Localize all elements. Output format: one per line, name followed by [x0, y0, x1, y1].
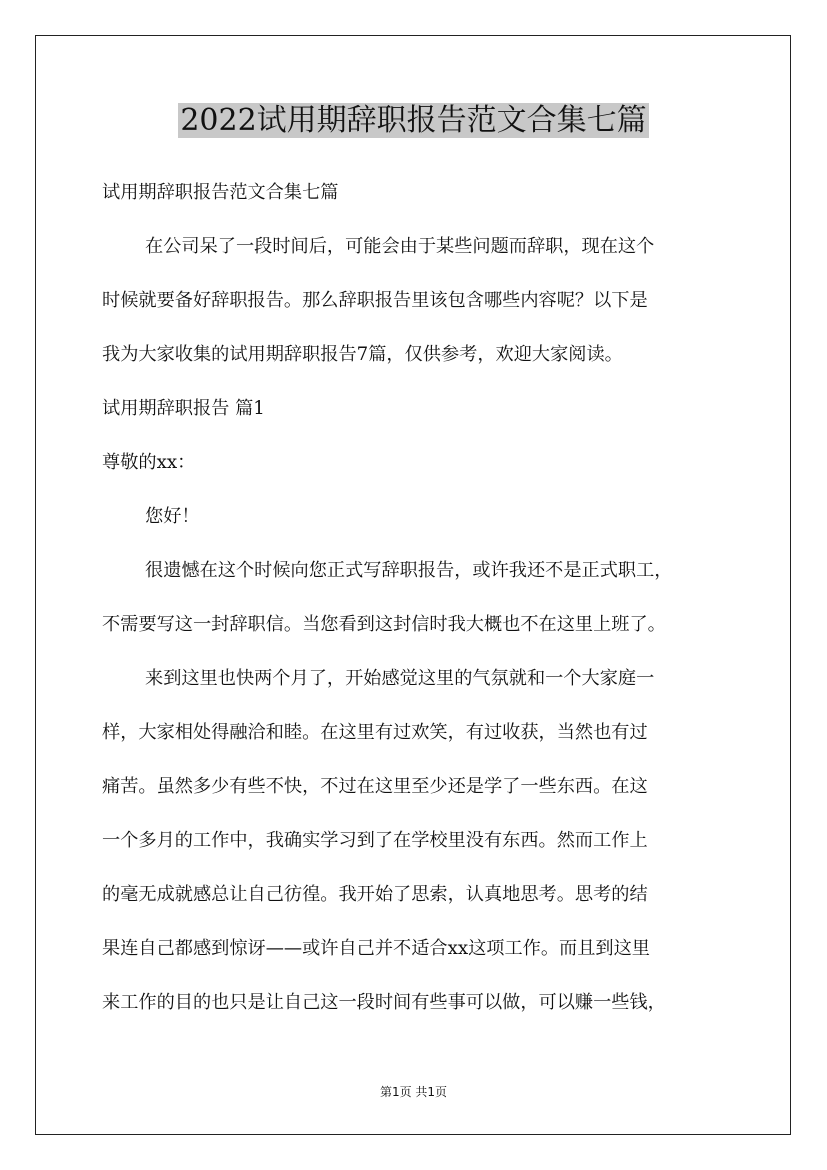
- body-line: 很遗憾在这个时候向您正式写辞职报告，或许我还不是正式职工，: [145, 560, 673, 581]
- page-footer: 第1页 共1页: [379, 1085, 448, 1099]
- body-line: 样，大家相处得融洽和睦。在这里有过欢笑，有过收获，当然也有过: [102, 722, 648, 743]
- body-line: 果连自己都感到惊讶——或许自己并不适合xx这项工作。而且到这里: [102, 938, 650, 959]
- body-line: 时候就要备好辞职报告。那么辞职报告里该包含哪些内容呢？以下是: [102, 290, 648, 311]
- body-line: 一个多月的工作中，我确实学习到了在学校里没有东西。然而工作上: [102, 830, 648, 851]
- body-line: 在公司呆了一段时间后，可能会由于某些问题而辞职，现在这个: [145, 236, 655, 257]
- body-line: 来到这里也快两个月了，开始感觉这里的气氛就和一个大家庭一: [145, 668, 655, 689]
- body-line: 的毫无成就感总让自己彷徨。我开始了思索，认真地思考。思考的结: [102, 884, 648, 905]
- body-line: 试用期辞职报告范文合集七篇: [102, 182, 339, 203]
- body-line: 我为大家收集的试用期辞职报告7篇，仅供参考，欢迎大家阅读。: [102, 344, 623, 365]
- document-body: [102, 166, 732, 1030]
- document-title: [0, 100, 827, 142]
- body-line: 来工作的目的也只是让自己这一段时间有些事可以做，可以赚一些钱，: [102, 992, 666, 1013]
- section-heading: 试用期辞职报告 篇1: [102, 398, 265, 419]
- salutation: 尊敬的xx：: [102, 452, 196, 473]
- document-title-text: 2022试用期辞职报告范文合集七篇: [180, 103, 647, 138]
- body-line: 痛苦。虽然多少有些不快，不过在这里至少还是学了一些东西。在这: [102, 776, 648, 797]
- body-line: 不需要写这一封辞职信。当您看到这封信时我大概也不在这里上班了。: [102, 614, 666, 635]
- greeting: 您好！: [145, 506, 200, 527]
